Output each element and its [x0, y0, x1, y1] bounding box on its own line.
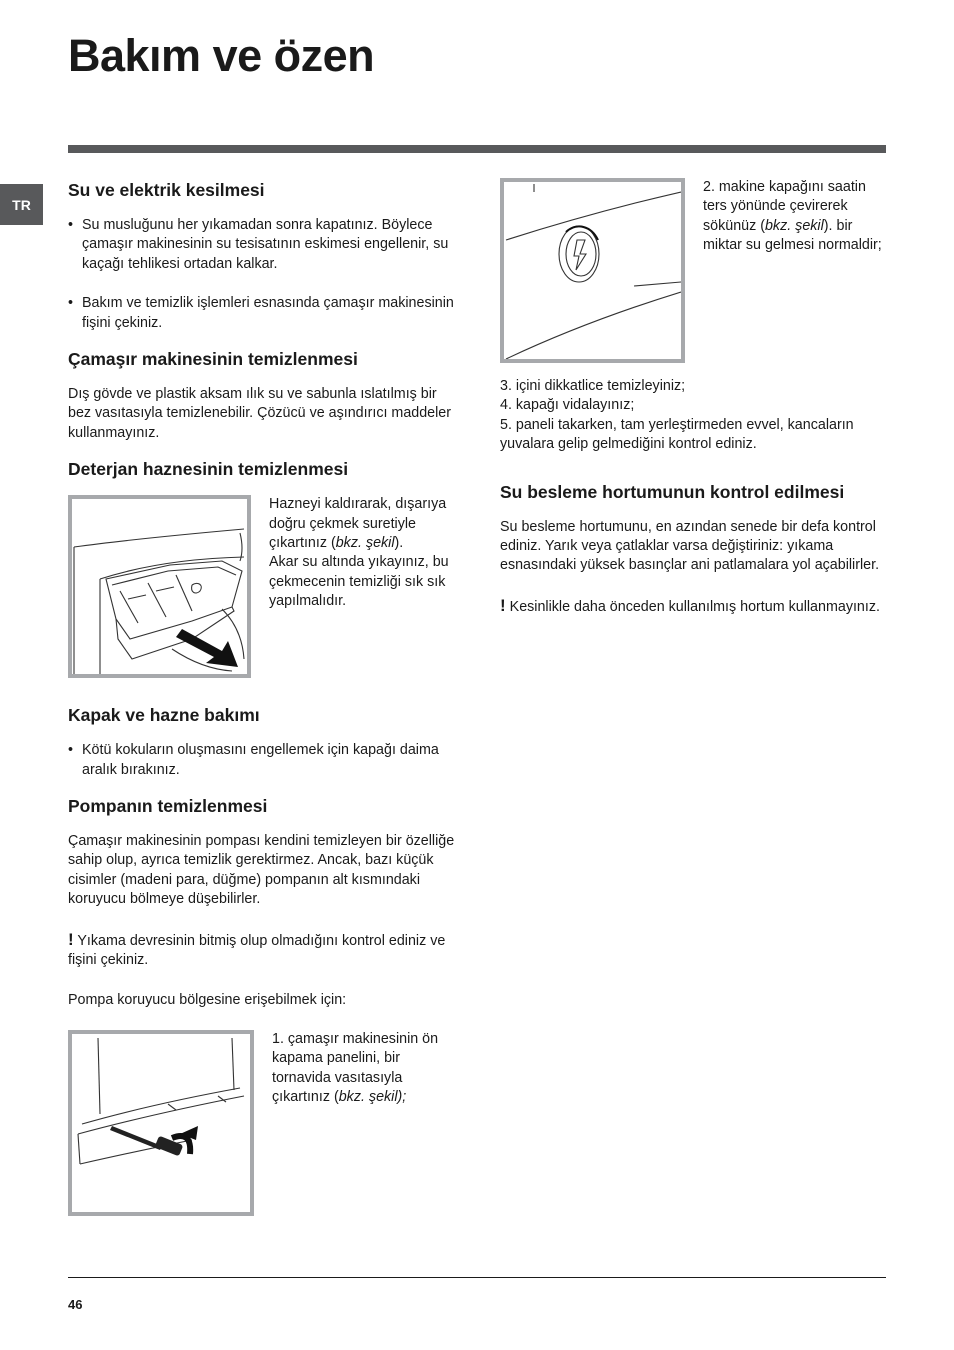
warning-icon: !	[500, 595, 506, 615]
bullet-text: Su musluğunu her yıkamadan sonra kapatınız. Böylece çamaşır makinesinin su tesisatının eskimesi engellenir, su kaçağı tehlikesi ortadan kalkar.	[82, 217, 449, 272]
pump-warning	[68, 930, 456, 971]
hose-check-text: Su besleme hortumunu, en azından senede bir defa kontrol ediniz. Yarık veya çatlaklar varsa değiştiriniz: yıkama esnasındaki yüksek basınçlar ani patlamalara yol açabilirler.	[500, 518, 880, 574]
heading-hose-check: Su besleme hortumunun kontrol edilmesi	[500, 481, 845, 502]
drawer-text-part: ).	[394, 535, 404, 552]
page-title: Bakım ve özen	[68, 30, 375, 81]
see-figure-ref: bkz. şekil	[764, 217, 824, 234]
see-figure-ref: bkz. şekil	[335, 535, 395, 552]
heading-power-water-cut: Su ve elektrik kesilmesi	[68, 180, 265, 200]
list-item	[68, 741, 456, 780]
right-column	[500, 178, 886, 617]
warning-icon: !	[68, 929, 74, 949]
pump-cleaning-text: Çamaşır makinesinin pompası kendini temizleyen bir özelliğe sahip olup, ayrıca temizlik gerektirmez. Ancak, bazı küçük cisimler (madeni para, düğme) pompanın alt kısmındaki koruyucu bölmeye düşebilirler.	[68, 833, 455, 908]
drawer-text-part: Hazneyi kaldırarak, dışarıya doğru çekmek suretiyle çıkartınız (	[269, 496, 447, 552]
step-4: 4. kapağı vidalayınız;	[500, 397, 635, 414]
step1-text-part: 1. çamaşır makinesinin ön kapama panelini, bir tornavida vasıtasıyla çıkartınız (	[272, 1030, 439, 1106]
heading-detergent-drawer: Deterjan haznesinin temizlenmesi	[68, 459, 349, 480]
page-number: 46	[68, 1297, 83, 1312]
pump-cover-instructions	[685, 178, 886, 256]
pump-cover-figure	[500, 178, 685, 363]
drawer-wash-text: Akar su altında yıkayınız, bu çekmecenin temizliği sık sık yapılmalıdır.	[269, 554, 449, 610]
step-3: 3. içini dikkatlice temizleyiniz;	[500, 378, 686, 394]
list-item	[68, 216, 456, 274]
pump-warning-text: Yıkama devresinin bitmiş olup olmadığını kontrol ediniz ve fişini çekiniz.	[68, 932, 446, 969]
step-5: 5. paneli takarken, tam yerleştirmeden evvel, kancaların yuvalara gelip gelmediğini kontrol ediniz.	[500, 416, 854, 453]
see-figure-ref: bkz. şekil	[338, 1089, 398, 1106]
detergent-drawer-figure	[68, 495, 251, 678]
front-panel-instructions	[254, 1030, 456, 1108]
footer-rule	[68, 1277, 886, 1278]
detergent-drawer-instructions	[251, 495, 456, 611]
bullet-icon: •	[68, 295, 74, 312]
hose-warning-text: Kesinlikle daha önceden kullanılmış hortum kullanmayınız.	[509, 598, 880, 615]
left-column	[68, 178, 456, 1216]
step2-text-part: 2. makine kapağını saatin ters yönünde çevirerek sökünüz (	[703, 179, 866, 234]
machine-cleaning-text: Dış gövde ve plastik aksam ılık su ve sabunla ıslatılmış bir bez vasıtasıyla temizlenebilir. Çözücü ve aşındırıcı maddeler kullanmayınız.	[68, 386, 452, 441]
language-tab: TR	[0, 184, 43, 225]
pump-access-text: Pompa koruyucu bölgesine erişebilmek için:	[68, 991, 347, 1008]
title-rule	[68, 145, 886, 153]
heading-machine-cleaning: Çamaşır makinesinin temizlenmesi	[68, 349, 358, 370]
bullet-text: Kötü kokuların oluşmasını engellemek için kapağı daima aralık bırakınız.	[82, 742, 439, 778]
front-panel-illustration	[72, 1034, 250, 1212]
front-panel-figure	[68, 1030, 254, 1216]
heading-door-drawer-care: Kapak ve hazne bakımı	[68, 705, 260, 726]
bullet-icon: •	[68, 217, 74, 233]
step1-text-part: );	[397, 1089, 407, 1106]
heading-pump-cleaning: Pompanın temizlenmesi	[68, 796, 268, 817]
list-item	[68, 294, 456, 333]
step2-text-part: ). bir miktar su gelmesi normaldir;	[703, 217, 882, 254]
bullet-icon: •	[68, 742, 74, 759]
pump-cover-illustration	[504, 182, 681, 359]
bullet-text: Bakım ve temizlik işlemleri esnasında çamaşır makinesinin fişini çekiniz.	[82, 295, 454, 331]
hose-warning	[500, 596, 886, 617]
detergent-drawer-illustration	[72, 499, 247, 674]
